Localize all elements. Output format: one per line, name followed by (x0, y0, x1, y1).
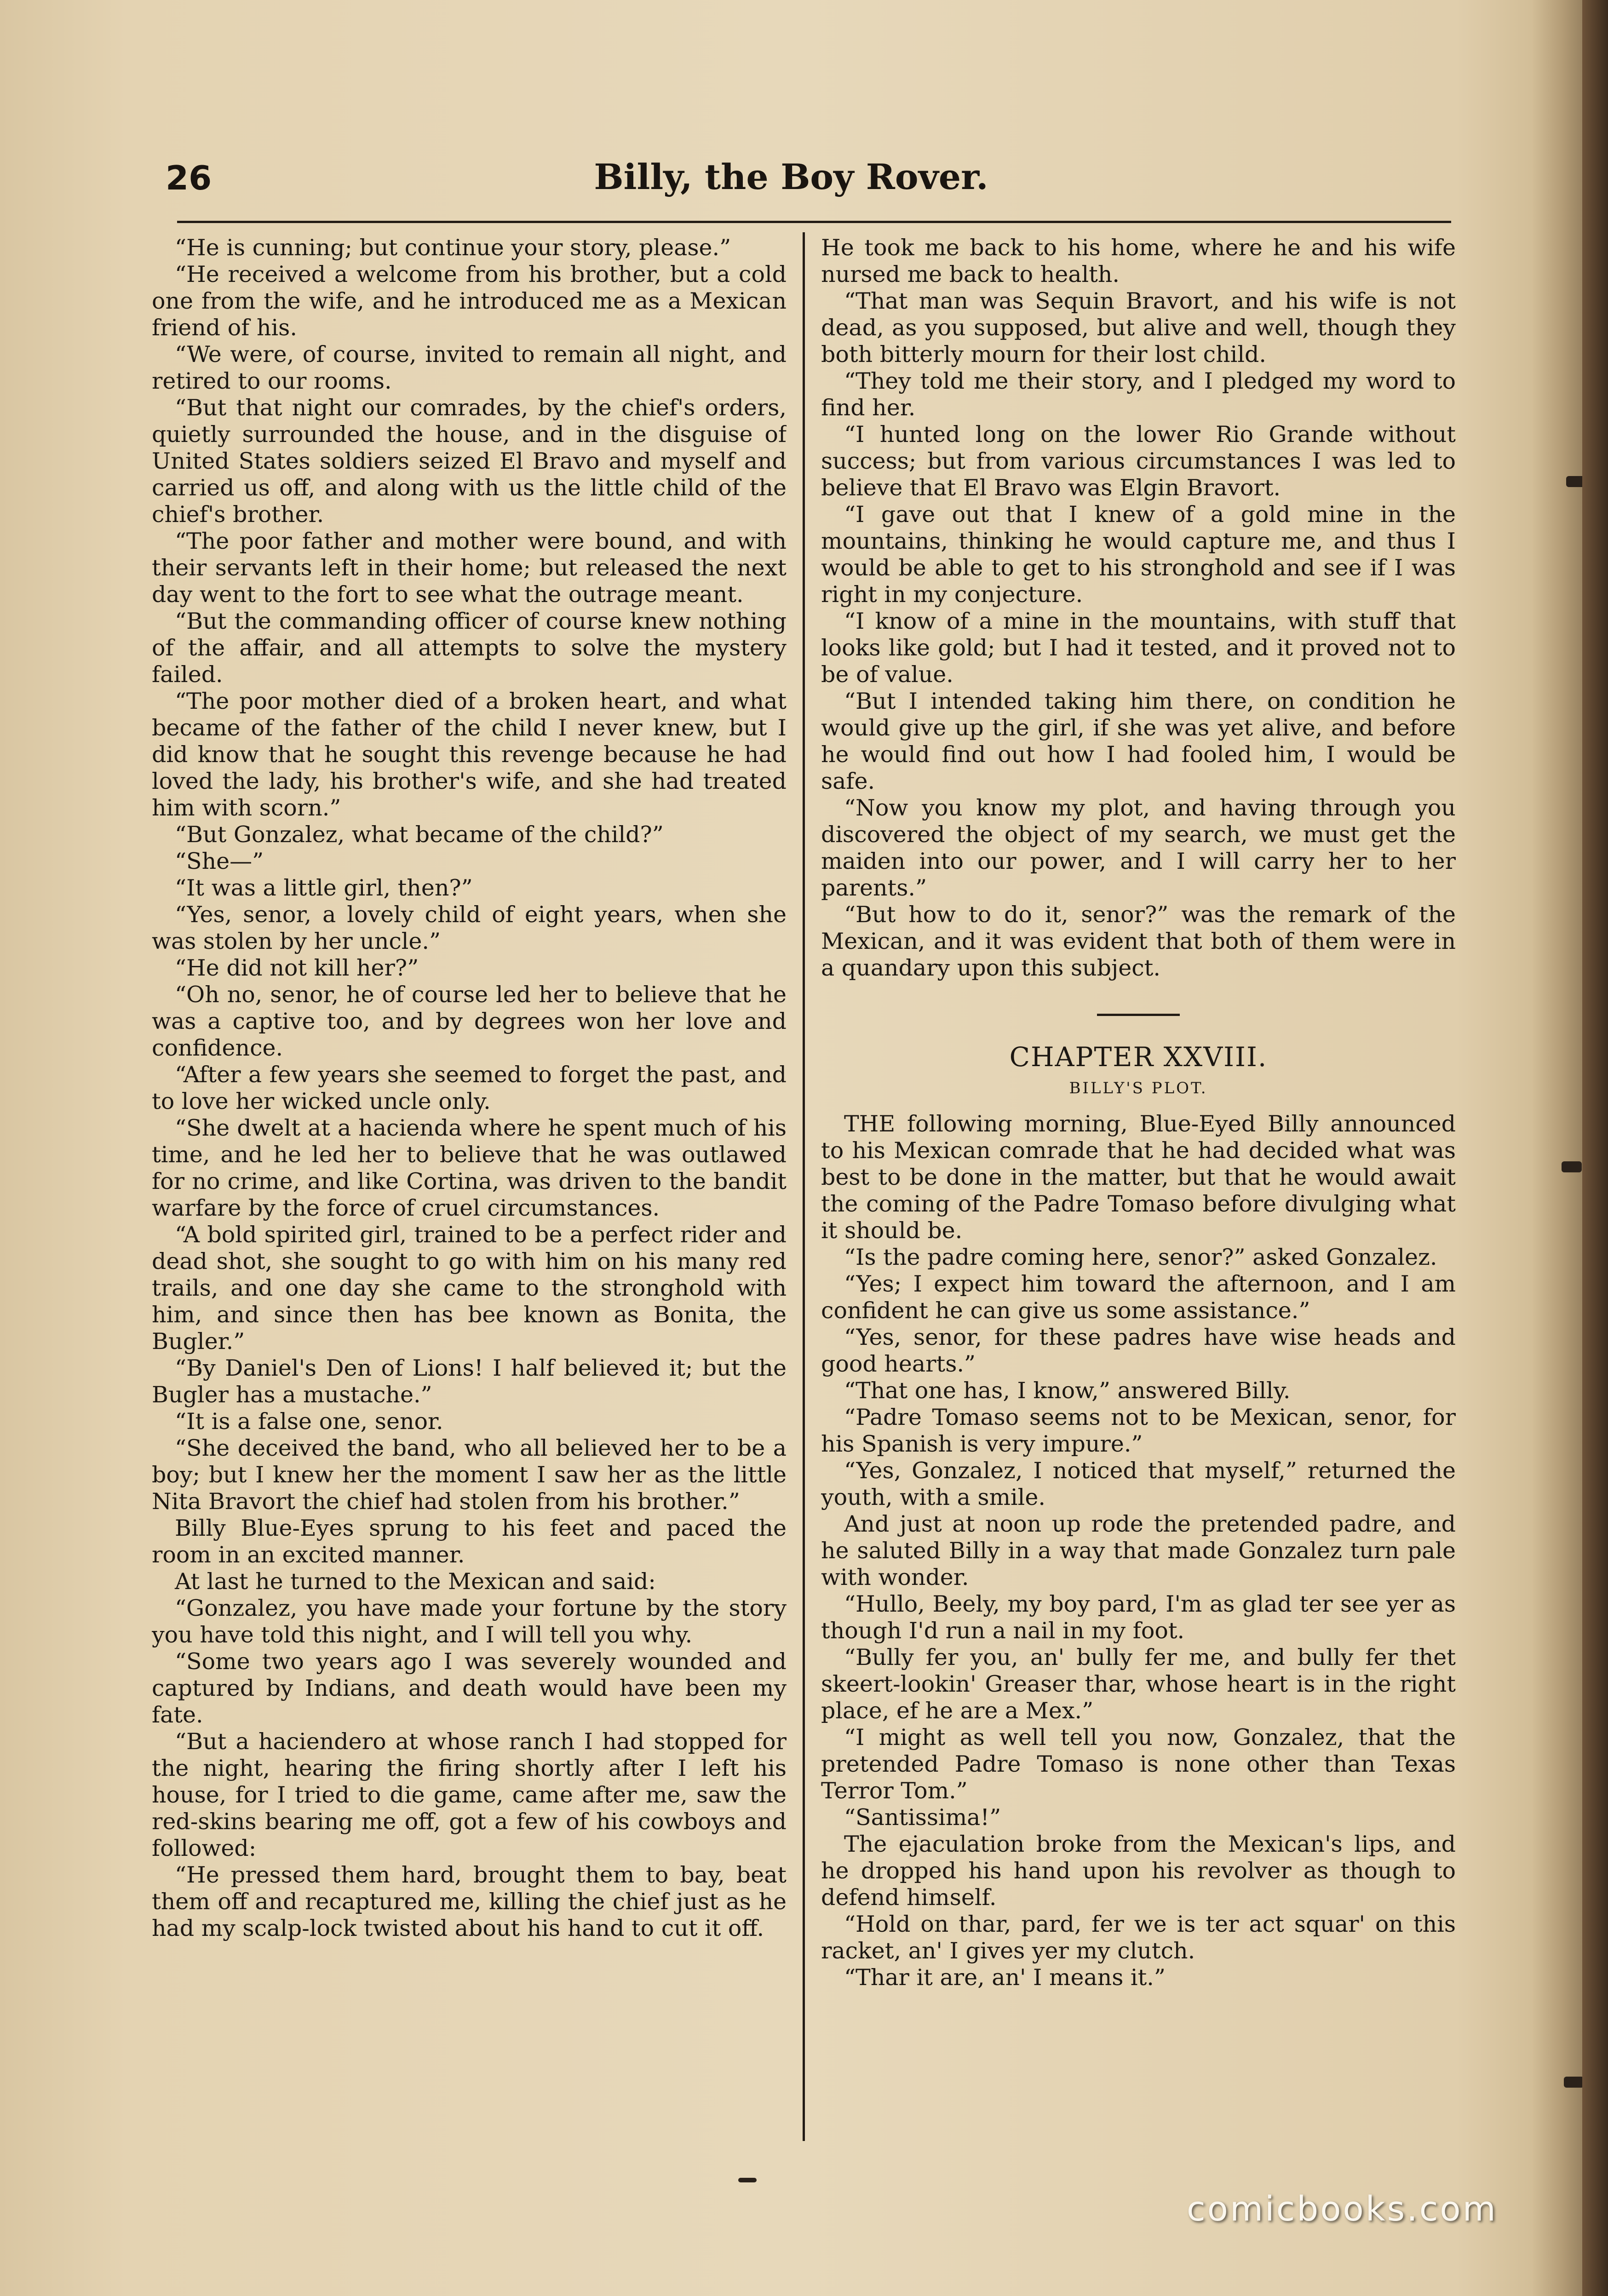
paragraph: “After a few years she seemed to forget the past, and to love her wicked uncle only. (152, 1062, 787, 1114)
footer-ornament (738, 2178, 757, 2182)
paragraph: “She dwelt at a hacienda where he spent much of his time, and he led her to believe that he was outlawed for no crime, and like Cortina, was driven to the bandit warfare by the force of cruel circumstances. (152, 1115, 787, 1221)
paragraph: “The poor mother died of a broken heart, and what became of the father of the child I never knew, but I did know that he sought this revenge because he had loved the lady, his brother's wife, and she had treated him with scorn.” (152, 688, 787, 821)
paragraph: “He pressed them hard, brought them to bay, beat them off and recaptured me, killing the chief just as he had my scalp-lock twisted about his hand to cut it off. (152, 1862, 787, 1941)
paragraph: “He is cunning; but continue your story, please.” (175, 235, 731, 261)
paragraph: “I gave out that I knew of a gold mine in the mountains, thinking he would capture me, and thus I would be able to get to his stronghold and see if I was right in my conjecture. (821, 501, 1456, 608)
paragraph: “Yes; I expect him toward the afternoon, and I am confident he can give us some assistance.” (821, 1271, 1456, 1324)
paragraph: “That one has, I know,” answered Billy. (844, 1378, 1291, 1404)
paragraph: “But the commanding officer of course knew nothing of the affair, and all attempts to solve the mystery failed. (152, 608, 787, 688)
paragraph: “Yes, Gonzalez, I noticed that myself,” returned the youth, with a smile. (821, 1458, 1456, 1510)
paragraph: “But I intended taking him there, on condition he would give up the girl, if she was yet alive, and before he would find out how I had fooled him, I would be safe. (821, 688, 1456, 794)
page-number: 26 (166, 159, 212, 197)
scan-background-edge (1582, 0, 1608, 2296)
paragraph: At last he turned to the Mexican and said: (175, 1568, 656, 1595)
paragraph: “He did not kill her?” (175, 955, 419, 981)
paragraph: “The poor father and mother were bound, and with their servants left in their home; but released the next day went to the fort to see what the outrage meant. (152, 528, 787, 608)
paragraph: “Now you know my plot, and having through you discovered the object of my search, we must get the maiden into our power, and I will carry her to her parents.” (821, 795, 1456, 901)
paragraph: “Santissima!” (844, 1804, 1001, 1831)
paragraph: “Some two years ago I was severely wounded and captured by Indians, and death would have been my fate. (152, 1648, 787, 1728)
paragraph: “That man was Sequin Bravort, and his wife is not dead, as you supposed, but alive and well, though they both bitterly mourn for their lost child. (821, 288, 1456, 367)
paragraph: “Thar it are, an' I means it.” (844, 1964, 1166, 1991)
paragraph: “Gonzalez, you have made your fortune by the story you have told this night, and I will tell you why. (152, 1595, 787, 1648)
paragraph: “A bold spirited girl, trained to be a perfect rider and dead shot, she sought to go with him on his many red trails, and one day she came to the stronghold with him, and since then has bee known as Bonita, the Bugler.” (152, 1222, 787, 1355)
paragraph: “But a haciendero at whose ranch I had stopped for the night, hearing the firing shortly after I left his house, for I tried to die game, came after me, saw the red-skins bearing me off, got a few of his cowboys and followed: (152, 1728, 787, 1861)
paragraph: “By Daniel's Den of Lions! I half believed it; but the Bugler has a mustache.” (152, 1355, 787, 1408)
paragraph: “She deceived the band, who all believed her to be a boy; but I knew her the moment I saw her as the little Nita Bravort the chief had stolen from his brother.” (152, 1435, 787, 1515)
running-head-title: Billy, the Boy Rover. (594, 156, 988, 197)
paragraph: “Hullo, Beely, my boy pard, I'm as glad ter see yer as though I'd run a nail in my foot. (821, 1591, 1456, 1644)
paragraph: “I hunted long on the lower Rio Grande without success; but from various circumstances I was led to believe that El Bravo was Elgin Bravort. (821, 421, 1456, 501)
binding-staple-mark (1566, 476, 1582, 487)
page-fold-shadow (1532, 0, 1582, 2296)
paragraph: “He received a welcome from his brother, but a cold one from the wife, and he introduced me as a Mexican friend of his. (152, 261, 787, 341)
paragraph: “We were, of course, invited to remain all night, and retired to our rooms. (152, 341, 787, 394)
paragraph: “Hold on thar, pard, fer we is ter act squar' on this racket, an' I gives yer my clutch. (821, 1911, 1456, 1964)
paragraph: “Yes, senor, for these padres have wise heads and good hearts.” (821, 1324, 1456, 1377)
chapter-heading: CHAPTER XXVIII. (1009, 1041, 1268, 1073)
binding-staple-mark (1562, 1161, 1582, 1172)
paragraph: “Yes, senor, a lovely child of eight years, when she was stolen by her uncle.” (152, 901, 787, 954)
paragraph: And just at noon up rode the pretended padre, and he saluted Billy in a way that made Gonzalez turn pale with wonder. (821, 1511, 1456, 1590)
right-column-top (821, 235, 1456, 982)
right-column-bottom (821, 1111, 1456, 1991)
paragraph: “But how to do it, senor?” was the remark of the Mexican, and it was evident that both of them were in a quandary upon this subject. (821, 901, 1456, 981)
paragraph: “It was a little girl, then?” (175, 875, 473, 901)
paragraph: “Is the padre coming here, senor?” asked Gonzalez. (844, 1244, 1437, 1270)
right-column (821, 235, 1456, 2148)
paragraph: Billy Blue-Eyes sprung to his feet and paced the room in an excited manner. (152, 1515, 787, 1568)
paragraph: “Bully fer you, an' bully fer me, and bully fer thet skeert-lookin' Greaser thar, whose heart is in the right place, ef he are a Mex.” (821, 1644, 1456, 1724)
chapter-subtitle: BILLY'S PLOT. (1069, 1079, 1208, 1097)
paragraph: “They told me their story, and I pledged my word to find her. (821, 368, 1456, 421)
column-divider (803, 232, 805, 2141)
paragraph: The ejaculation broke from the Mexican's lips, and he dropped his hand upon his revolver as though to defend himself. (821, 1831, 1456, 1911)
paragraph: “But that night our comrades, by the chief's orders, quietly surrounded the house, and in the disguise of United States soldiers seized El Bravo and myself and carried us off, and along with us the little child of the chief's brother. (152, 395, 787, 528)
header-rule (177, 221, 1451, 223)
watermark: comicbooks.com (1187, 2189, 1498, 2229)
paragraph: “I might as well tell you now, Gonzalez, that the pretended Padre Tomaso is none other than Texas Terror Tom.” (821, 1724, 1456, 1804)
paragraph: “Oh no, senor, he of course led her to believe that he was a captive too, and by degrees won her love and confidence. (152, 982, 787, 1061)
paragraph: “She—” (175, 848, 264, 874)
binding-staple-mark (1564, 2077, 1582, 2088)
paragraph: “But Gonzalez, what became of the child?” (175, 821, 664, 848)
paragraph: “I know of a mine in the mountains, with stuff that looks like gold; but I had it tested, and it proved not to be of value. (821, 608, 1456, 688)
chapter-rule (1097, 1014, 1180, 1016)
paragraph: He took me back to his home, where he and his wife nursed me back to health. (821, 235, 1456, 287)
paragraph: THE following morning, Blue-Eyed Billy announced to his Mexican comrade that he had decided what was best to be done in the matter, but that he would await the coming of the Padre Tomaso before divulging what it should be. (821, 1111, 1456, 1244)
paragraph: “Padre Tomaso seems not to be Mexican, senor, for his Spanish is very impure.” (821, 1404, 1456, 1457)
left-column (152, 235, 787, 2148)
paragraph: “It is a false one, senor. (175, 1408, 443, 1435)
